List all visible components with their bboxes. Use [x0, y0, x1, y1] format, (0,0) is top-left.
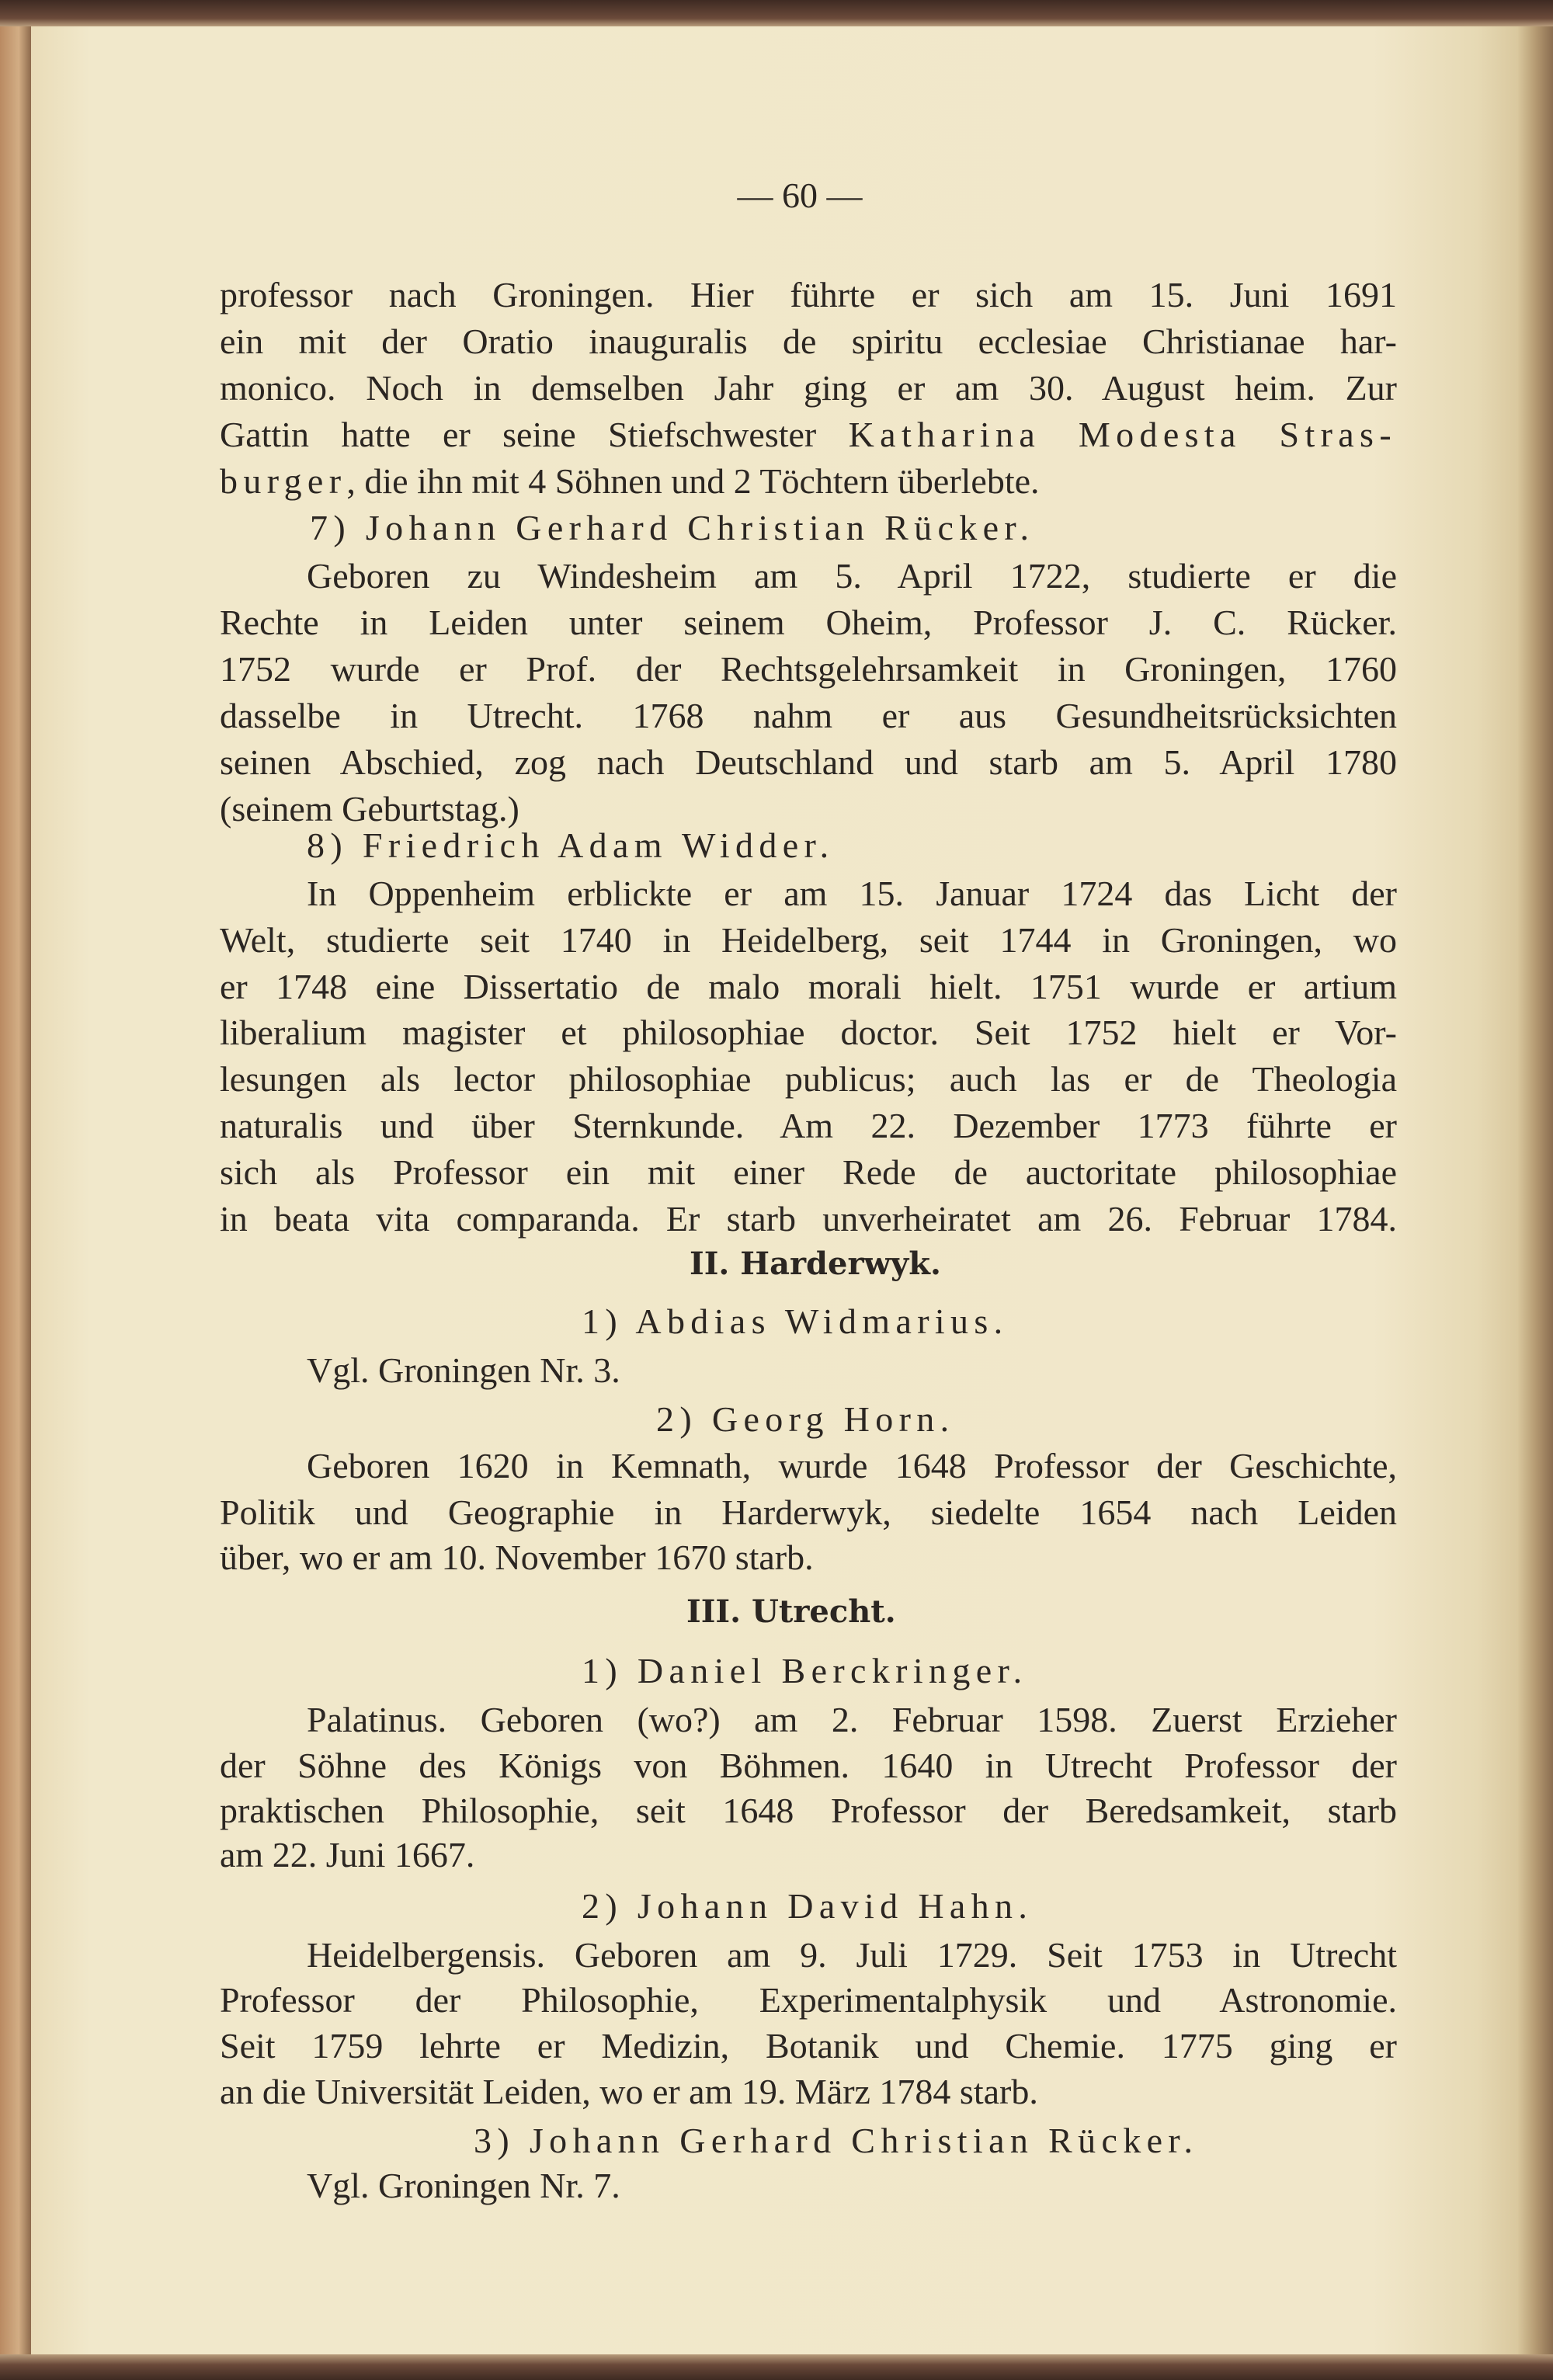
- entry-heading: 1) Abdias Widmarius.: [582, 1301, 1009, 1341]
- text-line: ein mit der Oratio inauguralis de spiritu ecclesiae Christianae har-: [220, 321, 1397, 361]
- text-line: 1752 wurde er Prof. der Rechtsgelehrsamkeit in Groningen, 1760: [220, 649, 1397, 689]
- section-heading-utrecht: III. Utrecht.: [686, 1593, 896, 1630]
- page-number: — 60 —: [737, 175, 863, 215]
- text-line: Professor der Philosophie, Experimentalphysik und Astronomie.: [220, 1980, 1397, 2020]
- text-line: [220, 458, 1397, 505]
- text-line: an die Universität Leiden, wo er am 19. März 1784 starb.: [220, 2072, 1038, 2111]
- text-line: lesungen als lector philosophiae publicus; auch las er de Theologia: [220, 1059, 1397, 1099]
- text-line: In Oppenheim erblickte er am 15. Januar 1724 das Licht der: [307, 874, 1397, 913]
- book-spine-edge: [0, 0, 31, 2380]
- page-right-edge: [1518, 23, 1553, 2361]
- entry-heading: 2) Johann David Hahn.: [582, 1886, 1034, 1926]
- text-line: Vgl. Groningen Nr. 7.: [307, 2166, 620, 2205]
- text-line: er 1748 eine Dissertatio de malo morali hielt. 1751 wurde er artium: [220, 967, 1397, 1006]
- text-line: Rechte in Leiden unter seinem Oheim, Professor J. C. Rücker.: [220, 603, 1397, 642]
- text-line: der Söhne des Königs von Böhmen. 1640 in Utrecht Professor der: [220, 1746, 1397, 1785]
- text-span: Gattin hatte er seine Stiefschwester: [220, 415, 817, 454]
- text-line: dasselbe in Utrecht. 1768 nahm er aus Gesundheitsrücksichten: [220, 696, 1397, 735]
- section-heading-harderwyk: II. Harderwyk.: [690, 1246, 941, 1282]
- entry-heading: 1) Daniel Berckringer.: [582, 1651, 1028, 1690]
- text-line: Welt, studierte seit 1740 in Heidelberg, seit 1744 in Groningen, wo: [220, 920, 1397, 960]
- spaced-name: Katharina Modesta Stras-: [848, 415, 1398, 454]
- text-line: Seit 1759 lehrte er Medizin, Botanik und Chemie. 1775 ging er: [220, 2026, 1397, 2066]
- text-line: Heidelbergensis. Geboren am 9. Juli 1729. Seit 1753 in Utrecht: [307, 1935, 1397, 1975]
- entry-heading: 3) Johann Gerhard Christian Rücker.: [474, 2121, 1199, 2160]
- text-line: (seinem Geburtstag.): [220, 789, 519, 829]
- text-line: seinen Abschied, zog nach Deutschland und starb am 5. April 1780: [220, 742, 1397, 782]
- text-line: sich als Professor ein mit einer Rede de auctoritate philosophiae: [220, 1152, 1397, 1192]
- spaced-name: burger: [220, 461, 347, 501]
- scan-bottom-edge: [0, 2354, 1553, 2380]
- text-line: am 22. Juni 1667.: [220, 1835, 475, 1874]
- scan-top-edge: [0, 0, 1553, 26]
- text-line: in beata vita comparanda. Er starb unverheiratet am 26. Februar 1784.: [220, 1199, 1397, 1239]
- entry-heading: 8) Friedrich Adam Widder.: [307, 825, 835, 865]
- text-line: Geboren zu Windesheim am 5. April 1722, studierte er die: [307, 556, 1397, 596]
- text-line: praktischen Philosophie, seit 1648 Professor der Beredsamkeit, starb: [220, 1791, 1397, 1830]
- text-line: Politik und Geographie in Harderwyk, siedelte 1654 nach Leiden: [220, 1492, 1397, 1532]
- text-line: über, wo er am 10. November 1670 starb.: [220, 1537, 814, 1577]
- text-line: professor nach Groningen. Hier führte er sich am 15. Juni 1691: [220, 275, 1397, 314]
- entry-heading: 2) Georg Horn.: [656, 1399, 955, 1439]
- text-line: [220, 412, 1397, 458]
- text-span: , die ihn mit 4 Söhnen und 2 Töchtern überlebte.: [346, 461, 1040, 501]
- text-line: Palatinus. Geboren (wo?) am 2. Februar 1598. Zuerst Erzieher: [307, 1700, 1397, 1739]
- text-line: liberalium magister et philosophiae doctor. Seit 1752 hielt er Vor-: [220, 1013, 1397, 1052]
- text-line: naturalis und über Sternkunde. Am 22. Dezember 1773 führte er: [220, 1106, 1397, 1145]
- text-line: Vgl. Groningen Nr. 3.: [307, 1350, 620, 1390]
- text-line: Geboren 1620 in Kemnath, wurde 1648 Professor der Geschichte,: [307, 1446, 1397, 1485]
- text-line: monico. Noch in demselben Jahr ging er am 30. August heim. Zur: [220, 368, 1397, 408]
- entry-heading: 7) Johann Gerhard Christian Rücker.: [310, 508, 1035, 547]
